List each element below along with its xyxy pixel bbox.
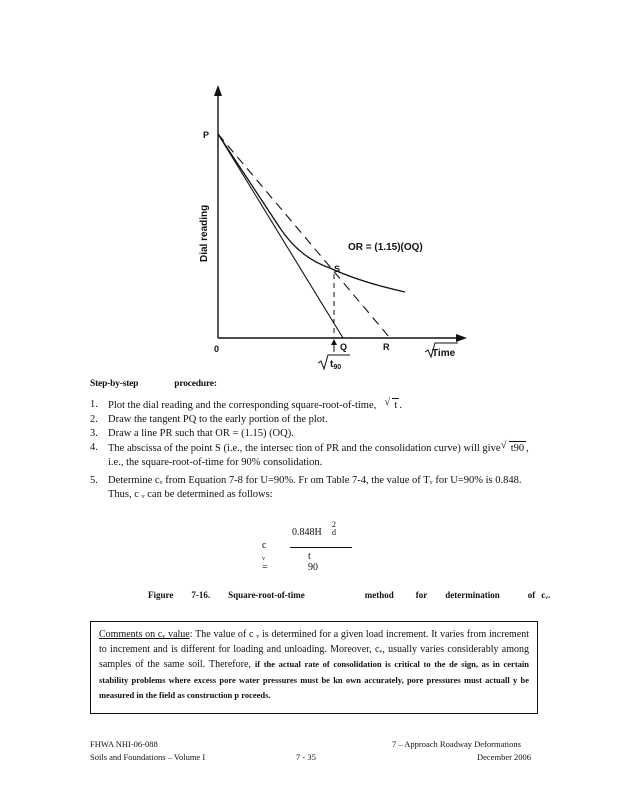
tangent-PQ <box>218 134 343 338</box>
point-Q-label: Q <box>340 342 348 352</box>
comments-bold-text: if the actual rate of consolidation is critical to the de sign, as in certain stability problems where excess pore water pressures must be kn own accurately, pore pressures must actuall y be measured in the field as construction p roceeds. <box>99 659 529 700</box>
procedure-heading-2: procedure: <box>174 379 217 389</box>
x-axis-arrow <box>456 334 467 342</box>
equation-denominator: t 90 <box>308 551 318 573</box>
step-4: 4. The abscissa of the point S (i.e., the intersec tion of PR and the consolidation curve) will give √ t90 , i.e., the square-root-of-time for 90% consolidation. <box>90 441 540 470</box>
ratio-annotation: OR = (1.15)(OQ) <box>348 242 423 253</box>
figure-caption: Figure 7-16. Square-root-of-time method for determination of cᵥ. <box>148 590 551 600</box>
footer-left-top: FHWA NHI-06-088 <box>90 739 158 749</box>
equation-subscript: d <box>332 528 336 537</box>
procedure-steps <box>90 398 540 502</box>
footer-left-bottom: Soils and Foundations – Volume I <box>90 752 206 762</box>
t90-arrowhead <box>331 339 337 345</box>
comments-box <box>90 621 538 714</box>
footer-right-bottom: December 2006 <box>477 752 532 762</box>
t90-label: $t_{90}$ <box>330 359 342 371</box>
fraction-bar <box>290 547 352 548</box>
equation-lhs: c ᵥ = <box>262 540 268 573</box>
point-S-label: S <box>334 264 341 274</box>
step-2: 2. Draw the tangent PQ to the early portion of the plot. <box>90 414 328 425</box>
step-1: 1. Plot the dial reading and the corresponding square-root-of-time, √ t . <box>90 398 540 413</box>
y-axis-arrow <box>214 85 222 96</box>
footer-right-top: 7 – Approach Roadway Deformations <box>392 739 521 749</box>
x-axis-label: Time <box>432 348 456 359</box>
y-axis-label: Dial reading <box>199 204 210 262</box>
consolidation-curve <box>218 134 405 292</box>
step-3: 3. Draw a line PR such that OR = (1.15) (OQ). <box>90 428 294 439</box>
consolidation-figure <box>0 0 618 380</box>
point-P-label: P <box>203 130 210 140</box>
sqrt-t-symbol: √ t <box>392 398 399 413</box>
step-5: 5. Determine cᵥ from Equation 7-8 for U=90%. Fr om Table 7-4, the value of Tᵥ for U=90% is 0.848. Thus, c ᵥ can be determined as follows: <box>90 475 522 500</box>
equation-numerator: 0.848H <box>292 527 322 538</box>
footer-page-number: 7 - 35 <box>296 752 316 762</box>
comments-title: Comments on cᵥ value <box>99 629 190 640</box>
equation-exponent: 2 <box>332 520 336 529</box>
procedure-heading-1: Step-by-step <box>90 379 139 389</box>
sqrt-t90-symbol: √ t90 <box>509 441 526 456</box>
dashed-line-PR <box>218 134 390 338</box>
origin-label: 0 <box>214 344 220 354</box>
procedure-heading <box>90 379 253 389</box>
point-R-label: R <box>383 342 390 352</box>
comments-body: : The value of c ᵥ is determined for a given load increment. It varies from increment to increment and is different for loading and unloading. Moreover, cᵥ, usually varies considerably among samples of the same soil. Therefore, <box>99 629 529 670</box>
